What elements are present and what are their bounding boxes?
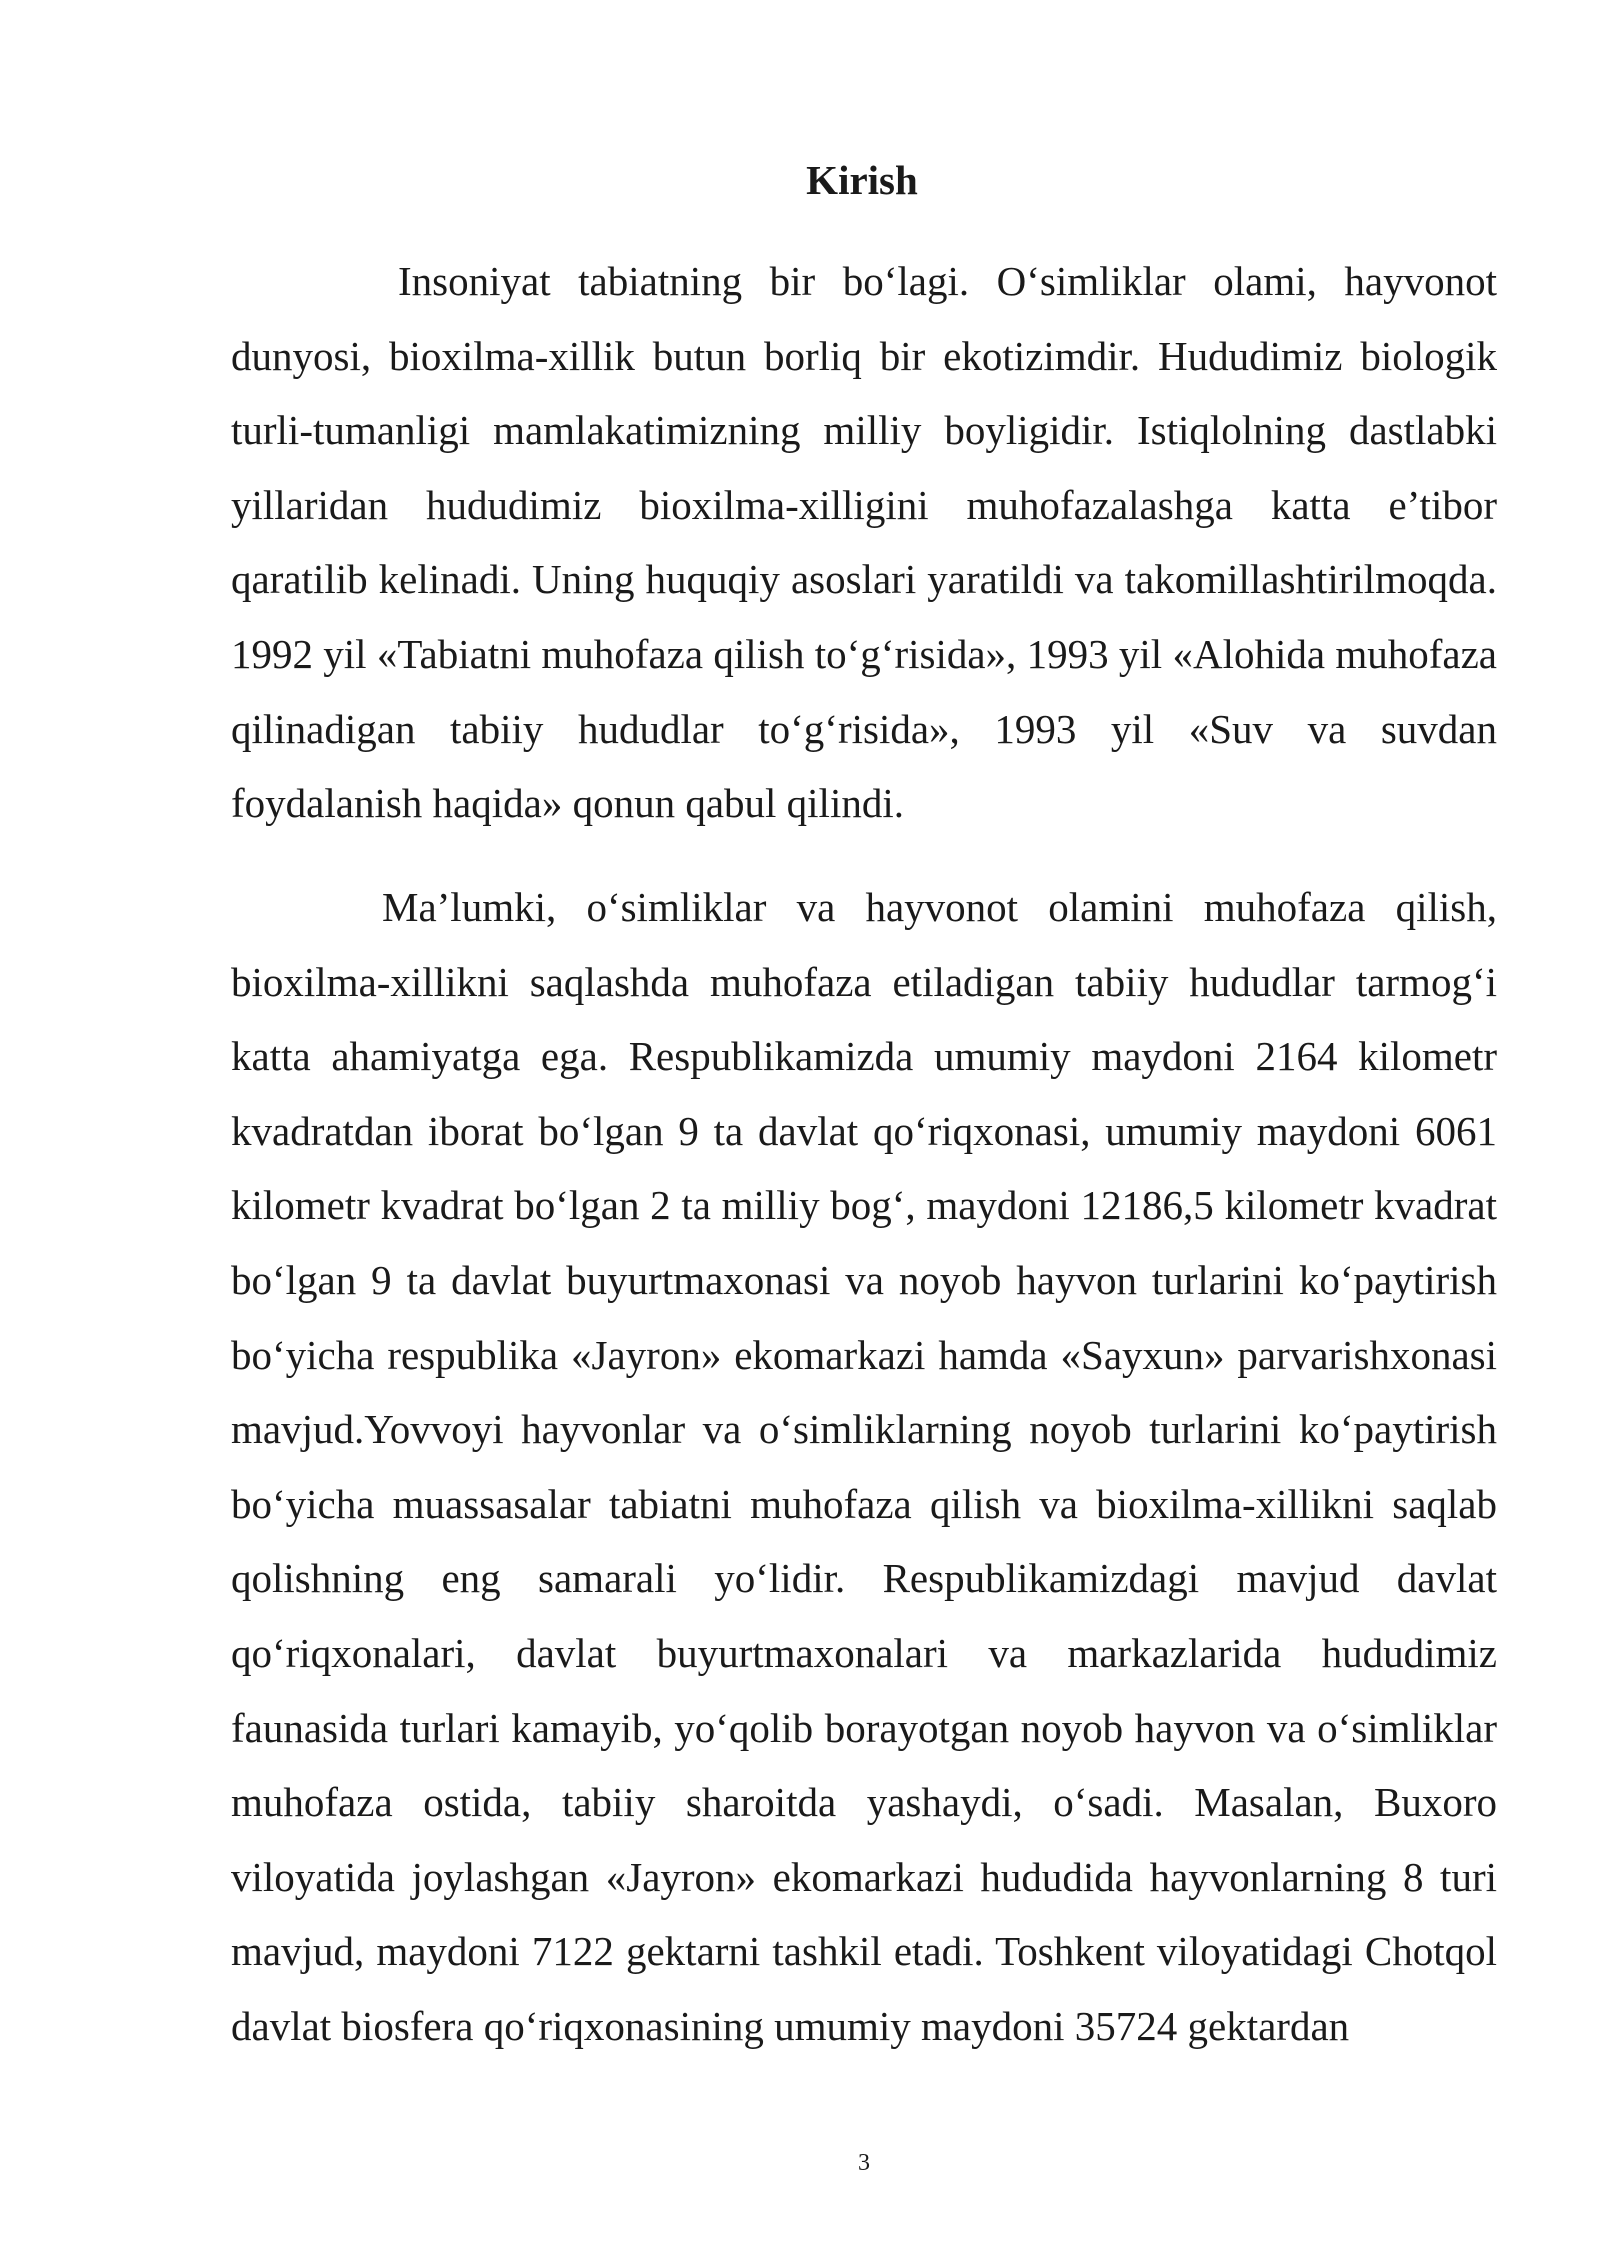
page-number: 3 <box>858 2150 870 2176</box>
page-title: Kirish <box>806 157 918 203</box>
paragraph-protected-areas: Ma’lumki, o‘simliklar va hayvonot olamini muhofaza qilish, bioxilma-xillikni saqlashda muhofaza etiladigan tabiiy hududlar tarmog‘i katta ahamiyatga ega. Respublikamizda umumiy maydoni 2164 kilometr kvadratdan iborat bo‘lgan 9 ta davlat qo‘riqxonasi, umumiy maydoni 6061 kilometr kvadrat bo‘lgan 2 ta milliy bog‘, maydoni 12186,5 kilometr kvadrat bo‘lgan 9 ta davlat buyurtmaxonasi va noyob hayvon turlarini ko‘paytirish bo‘yicha respublika «Jayron» ekomarkazi hamda «Sayxun» parvarishxonasi mavjud.Yovvoyi hayvonlar va o‘simliklarning noyob turlarini ko‘paytirish bo‘yicha muassasalar tabiatni muhofaza qilish va bioxilma-xillikni saqlab qolishning eng samarali yo‘lidir. Respublikamizdagi mavjud davlat qo‘riqxonalari, davlat buyurtmaxonalari va markazlarida hududimiz faunasida turlari kamayib, yo‘qolib borayotgan noyob hayvon va o‘simliklar muhofaza ostida, tabiiy sharoitda yashaydi, o‘sadi. Masalan, Buxoro viloyatida joylashgan «Jayron» ekomarkazi hududida hayvonlarning 8 turi mavjud, maydoni 7122 gektarni tashkil etadi. Toshkent viloyatidagi Chotqol davlat biosfera qo‘riqxonasining umumiy maydoni 35724 gektardan <box>231 884 1497 2049</box>
paragraph-introduction: Insoniyat tabiatning bir bo‘lagi. O‘simliklar olami, hayvonot dunyosi, bioxilma-xillik butun borliq bir ekotizimdir. Hududimiz biologik turli-tumanligi mamlakatimizning milliy boyligidir. Istiqlolning dastlabki yillaridan hududimiz bioxilma-xilligini muhofazalashga katta e’tibor qaratilib kelinadi. Uning huquqiy asoslari yaratildi va takomillashtirilmoqda. 1992 yil «Tabiatni muhofaza qilish to‘g‘risida», 1993 yil «Alohida muhofaza qilinadigan tabiiy hududlar to‘g‘risida», 1993 yil «Suv va suvdan foydalanish haqida» qonun qabul qilindi. <box>231 258 1497 827</box>
